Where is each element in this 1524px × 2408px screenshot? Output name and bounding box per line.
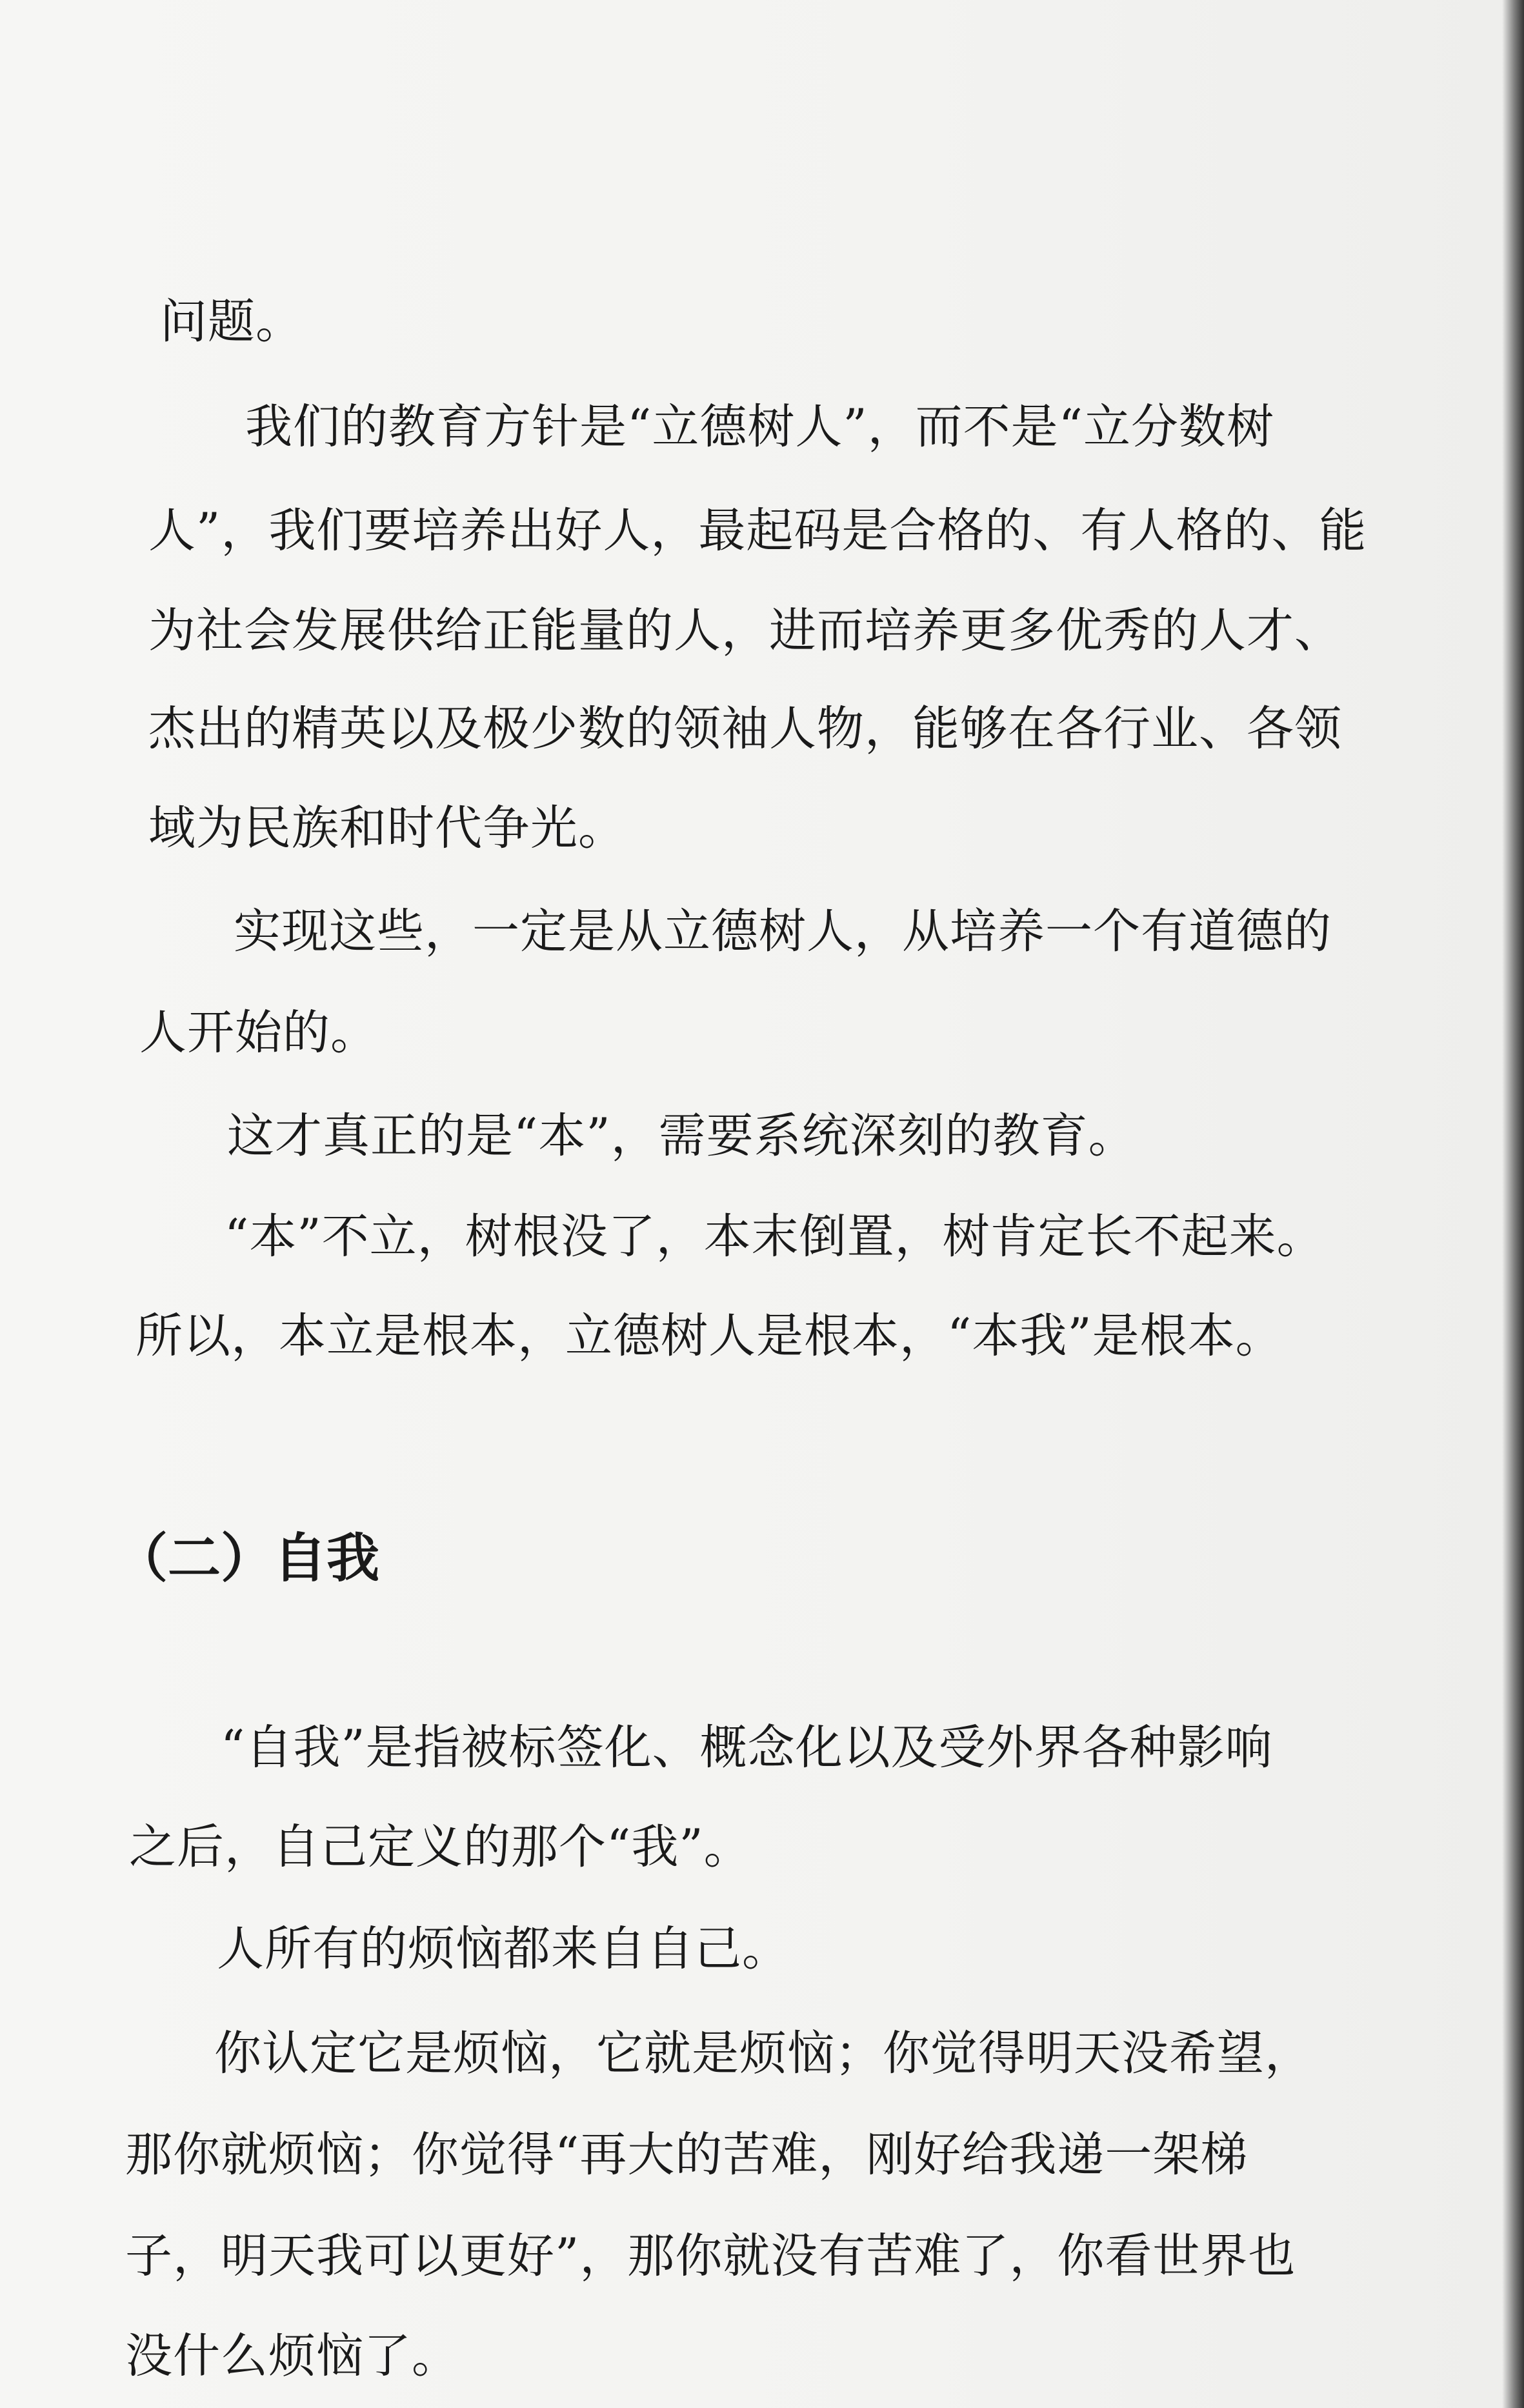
text-line: “本”不立，树根没了，本末倒置，树肯定长不起来。 [225, 1209, 1325, 1264]
text-line: 没什么烦恼了。 [125, 2329, 459, 2383]
page-edge-shadow [1502, 0, 1524, 2408]
text-line: 子，明天我可以更好”，那你就没有苦难了，你看世界也 [125, 2229, 1296, 2283]
text-line: 你认定它是烦恼，它就是烦恼；你觉得明天没希望， [214, 2026, 1312, 2081]
text-line: 问题。 [160, 294, 303, 349]
section-heading: （二）自我 [115, 1528, 380, 1589]
text-line: 这才真正的是“本”，需要系统深刻的教育。 [227, 1109, 1136, 1163]
text-line: 人所有的烦恼都来自自己。 [217, 1921, 790, 1976]
text-line: “自我”是指被标签化、概念化以及受外界各种影响 [221, 1720, 1273, 1775]
text-line: 实现这些，一定是从立德树人，从培养一个有道德的 [234, 904, 1332, 959]
text-line: 域为民族和时代争光。 [148, 801, 626, 856]
text-line: 所以，本立是根本，立德树人是根本，“本我”是根本。 [135, 1309, 1283, 1363]
text-line: 杰出的精英以及极少数的领袖人物，能够在各行业、各领 [148, 701, 1342, 756]
text-line: 人”，我们要培养出好人，最起码是合格的、有人格的、能 [148, 503, 1367, 558]
text-line: 人开始的。 [139, 1005, 378, 1060]
text-line: 那你就烦恼；你觉得“再大的苦难，刚好给我递一架梯 [125, 2127, 1248, 2182]
text-line: 我们的教育方针是“立德树人”，而不是“立分数树 [245, 399, 1274, 454]
text-line: 为社会发展供给正能量的人，进而培养更多优秀的人才、 [148, 603, 1342, 658]
text-line: 之后，自己定义的那个“我”。 [129, 1820, 752, 1874]
